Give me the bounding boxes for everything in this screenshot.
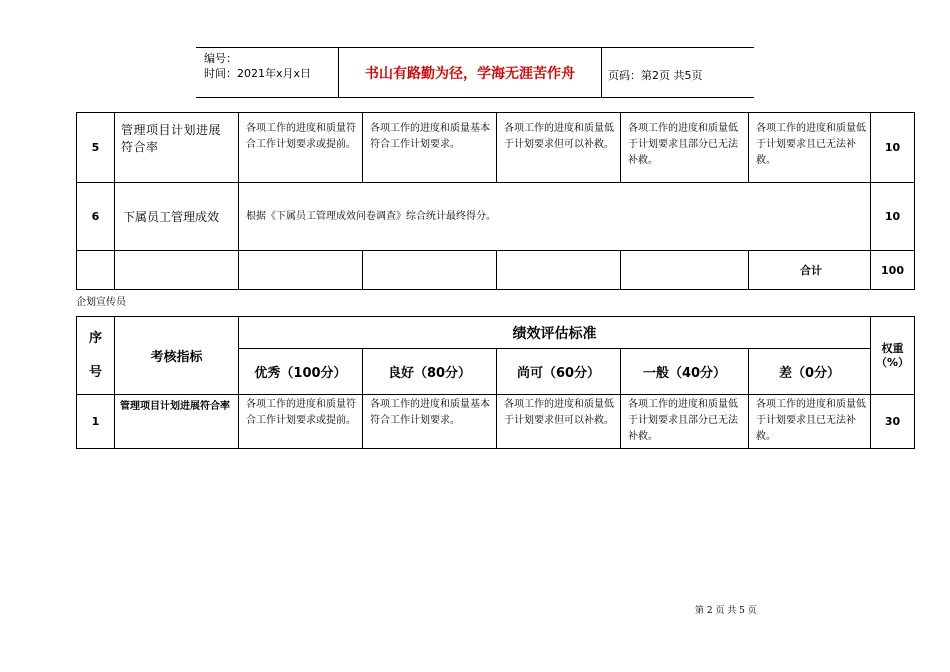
header-meta: [204, 51, 311, 81]
criteria-good: 各项工作的进度和质量基本符合工作计划要求。: [363, 113, 497, 183]
weight-header: 权重（%）: [871, 317, 915, 395]
criteria-excellent: 各项工作的进度和质量符合工作计划要求或提前。: [239, 113, 363, 183]
grade-excellent-header: 优秀（100分）: [239, 349, 363, 395]
table-row: [77, 183, 915, 251]
weight-cell: 30: [871, 395, 915, 449]
kpi-table-continued: [76, 112, 915, 290]
row-number: 5: [77, 113, 115, 183]
grade-good-header: 良好（80分）: [363, 349, 497, 395]
header-number-label: 编号：: [204, 52, 237, 65]
criteria-average: 各项工作的进度和质量低于计划要求且部分已无法补救。: [621, 395, 749, 449]
standard-header: 绩效评估标准: [239, 317, 871, 349]
criteria-good: 各项工作的进度和质量基本符合工作计划要求。: [363, 395, 497, 449]
criteria-fair: 各项工作的进度和质量低于计划要求但可以补救。: [497, 113, 621, 183]
criteria-merged: 根据《下属员工管理成效问卷调查》综合统计最终得分。: [239, 183, 871, 251]
criteria-poor: 各项工作的进度和质量低于计划要求且已无法补救。: [749, 395, 871, 449]
indicator-cell: 管理项目计划进展符合率: [115, 395, 239, 449]
grade-average-header: 一般（40分）: [621, 349, 749, 395]
page-header: [196, 47, 754, 98]
weight-cell: 10: [871, 183, 915, 251]
criteria-excellent: 各项工作的进度和质量符合工作计划要求或提前。: [239, 395, 363, 449]
seq-header: 序 号: [77, 317, 115, 395]
page-footer: 第 2 页 共 5 页: [695, 606, 757, 616]
indicator-cell: 下属员工管理成效: [115, 183, 239, 251]
total-value: 100: [871, 251, 915, 290]
row-number: 6: [77, 183, 115, 251]
table-row: [77, 113, 915, 183]
position-caption: 企划宣传员: [76, 297, 126, 308]
header-page-info: 页码：第2页 共5页: [608, 69, 703, 82]
criteria-average: 各项工作的进度和质量低于计划要求且部分已无法补救。: [621, 113, 749, 183]
grade-poor-header: 差（0分）: [749, 349, 871, 395]
weight-cell: 10: [871, 113, 915, 183]
criteria-fair: 各项工作的进度和质量低于计划要求但可以补救。: [497, 395, 621, 449]
indicator-cell: 管理项目计划进展符合率: [115, 113, 239, 183]
header-row: [77, 317, 915, 349]
indicator-header: 考核指标: [115, 317, 239, 395]
total-label: 合计: [749, 251, 871, 290]
criteria-poor: 各项工作的进度和质量低于计划要求且已无法补救。: [749, 113, 871, 183]
grade-fair-header: 尚可（60分）: [497, 349, 621, 395]
header-motto: 书山有路勤为径，学海无涯苦作舟: [338, 48, 602, 97]
total-row: [77, 251, 915, 290]
kpi-table: [76, 316, 915, 449]
header-time: 时间：2021年x月x日: [204, 67, 312, 80]
row-number: 1: [77, 395, 115, 449]
table-row: [77, 395, 915, 449]
